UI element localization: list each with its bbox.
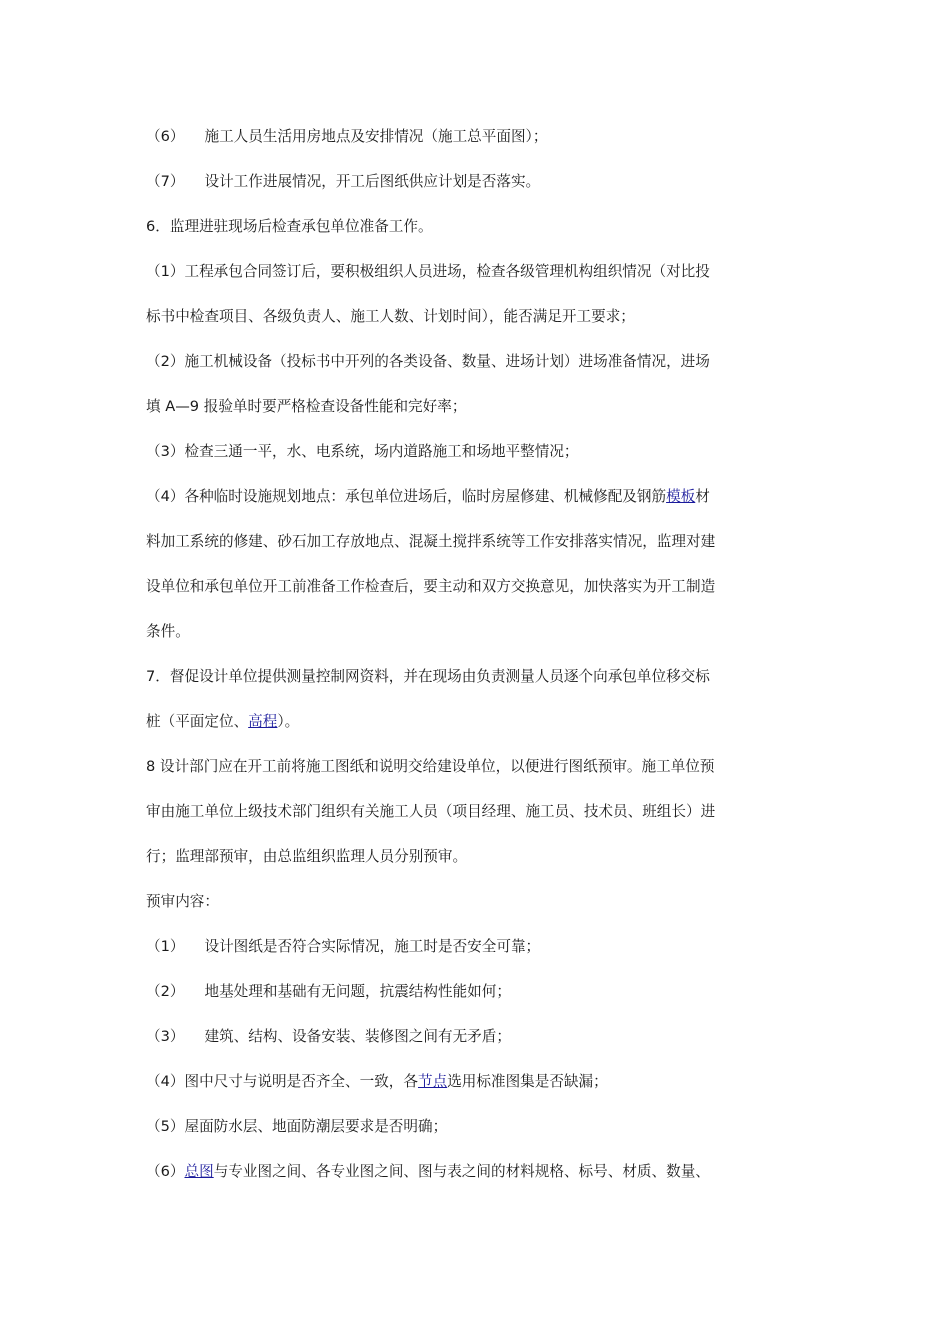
line-text: 建筑、结构、设备安装、装修图之间有无矛盾； bbox=[204, 1028, 511, 1045]
item-number: （3） bbox=[146, 1028, 185, 1045]
line-text: （4）各种临时设施规划地点：承包单位进场后，临时房屋修建、机械修配及钢筋 bbox=[146, 488, 667, 505]
line-text: 地基处理和基础有无问题，抗震结构性能如何； bbox=[204, 983, 511, 1000]
line-text: 料加工系统的修建、砂石加工存放地点、混凝土搅拌系统等工作安排落实情况，监理对建 bbox=[146, 533, 716, 550]
line-text: （5）屋面防水层、地面防潮层要求是否明确； bbox=[146, 1118, 448, 1135]
line-text-after: 选用标准图集是否缺漏； bbox=[447, 1073, 608, 1090]
text-line bbox=[146, 302, 806, 347]
text-line bbox=[146, 1157, 806, 1202]
text-line bbox=[146, 707, 806, 752]
line-text: 6．监理进驻现场后检查承包单位准备工作。 bbox=[146, 218, 433, 235]
line-text: （4）图中尺寸与说明是否齐全、一致，各 bbox=[146, 1073, 418, 1090]
hyperlink-general-plan[interactable]: 总图 bbox=[184, 1163, 214, 1180]
line-text: 填 A—9 报验单时要严格检查设备性能和完好率； bbox=[146, 398, 467, 415]
text-line bbox=[146, 347, 806, 392]
hyperlink-node[interactable]: 节点 bbox=[417, 1073, 448, 1090]
line-text: 设计工作进展情况，开工后图纸供应计划是否落实。 bbox=[204, 173, 541, 190]
text-line bbox=[146, 122, 806, 167]
text-line bbox=[146, 752, 806, 797]
text-line bbox=[146, 572, 806, 617]
item-number: （1） bbox=[146, 938, 185, 955]
text-line bbox=[146, 1112, 806, 1157]
text-line bbox=[146, 392, 806, 437]
text-line bbox=[146, 932, 806, 977]
line-text-after: 材 bbox=[695, 488, 710, 505]
item-number: （7） bbox=[146, 173, 185, 190]
line-text: 行；监理部预审，由总监组织监理人员分别预审。 bbox=[146, 848, 468, 865]
line-text: 桩（平面定位、 bbox=[146, 713, 249, 730]
hyperlink-elevation[interactable]: 高程 bbox=[248, 713, 278, 730]
text-line bbox=[146, 527, 806, 572]
text-line bbox=[146, 842, 806, 887]
text-line bbox=[146, 977, 806, 1022]
text-line bbox=[146, 617, 806, 662]
text-line bbox=[146, 1067, 806, 1112]
line-text: 施工人员生活用房地点及安排情况（施工总平面图）； bbox=[204, 128, 548, 145]
text-line bbox=[146, 437, 806, 482]
text-line bbox=[146, 797, 806, 842]
line-text: （6） bbox=[146, 1163, 185, 1180]
hyperlink-template[interactable]: 模板 bbox=[666, 488, 696, 505]
line-text: 预审内容： bbox=[146, 893, 219, 910]
item-number: （6） bbox=[146, 128, 185, 145]
item-number: （2） bbox=[146, 983, 185, 1000]
text-line bbox=[146, 257, 806, 302]
line-text: 标书中检查项目、各级负责人、施工人数、计划时间），能否满足开工要求； bbox=[146, 308, 635, 325]
line-text: 条件。 bbox=[146, 623, 190, 640]
line-text: 设单位和承包单位开工前准备工作检查后，要主动和双方交换意见，加快落实为开工制造 bbox=[146, 578, 716, 595]
line-text: 8 设计部门应在开工前将施工图纸和说明交给建设单位，以便进行图纸预审。施工单位预 bbox=[146, 758, 715, 775]
line-text: （1）工程承包合同签订后，要积极组织人员进场，检查各级管理机构组织情况（对比投 bbox=[146, 263, 710, 280]
line-text: 设计图纸是否符合实际情况，施工时是否安全可靠； bbox=[204, 938, 541, 955]
text-line bbox=[146, 482, 806, 527]
text-line bbox=[146, 1022, 806, 1067]
document-page bbox=[146, 122, 806, 1202]
text-line bbox=[146, 212, 806, 257]
line-text-after: ）。 bbox=[277, 713, 300, 730]
line-text: （3）检查三通一平，水、电系统，场内道路施工和场地平整情况； bbox=[146, 443, 579, 460]
line-text: 7．督促设计单位提供测量控制网资料，并在现场由负责测量人员逐个向承包单位移交标 bbox=[146, 668, 710, 685]
line-text: （2）施工机械设备（投标书中开列的各类设备、数量、进场计划）进场准备情况，进场 bbox=[146, 353, 710, 370]
text-line bbox=[146, 167, 806, 212]
text-line bbox=[146, 887, 806, 932]
text-line bbox=[146, 662, 806, 707]
line-text-after: 与专业图之间、各专业图之间、图与表之间的材料规格、标号、材质、数量、 bbox=[213, 1163, 710, 1180]
line-text: 审由施工单位上级技术部门组织有关施工人员（项目经理、施工员、技术员、班组长）进 bbox=[146, 803, 716, 820]
